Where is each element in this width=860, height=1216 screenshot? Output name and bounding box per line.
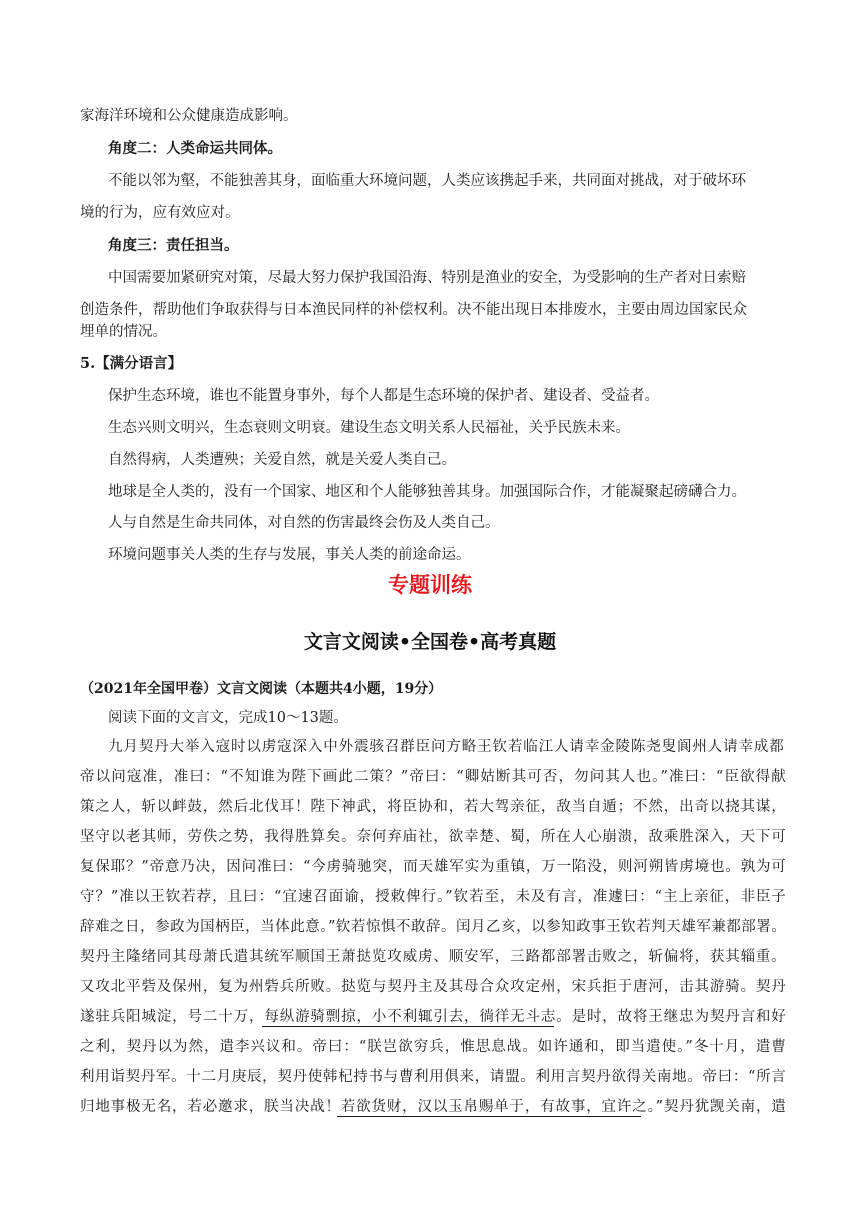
passage-line: 利用诣契丹军。十二月庚辰，契丹使韩杞持书与曹利用俱来，请盟。利用言契丹欲得关南地。帝曰：“所言 <box>80 1069 786 1085</box>
angle-two-heading: 角度二：人类命运共同体。 <box>108 140 282 157</box>
passage-line: 帝以问寇准，准曰：“不知谁为陛下画此二策？”帝曰：“卿姑断其可否，勿问其人也。”准曰：“臣欲得献 <box>80 769 786 785</box>
paragraph-line: 不能以邻为壑，不能独善其身，面临重大环境问题，人类应该携起手来，共同面对挑战，对于破坏环 <box>108 173 746 189</box>
section-heading: 5.【满分语言】 <box>80 355 183 372</box>
paragraph-line: 埋单的情况。 <box>80 324 167 340</box>
underline-mark <box>262 1026 554 1027</box>
passage-line: 又攻北平砦及保州，复为州砦兵所败。挞览与契丹主及其母合众攻定州，宋兵拒于唐河，击其游骑。契丹 <box>80 979 786 995</box>
section-subtitle: 文言文阅读•全国卷•高考真题 <box>303 631 557 653</box>
special-training-title: 专题训练 <box>388 572 472 597</box>
exam-instruction: 阅读下面的文言文，完成10～13题。 <box>108 710 348 726</box>
passage-line: 辞难之日，参政为国柄臣，当体此意。”钦若惊惧不敢辞。闰月乙亥，以参知政事王钦若判天雄军兼都部署。 <box>80 919 786 935</box>
paragraph-line: 家海洋环境和公众健康造成影响。 <box>80 108 298 124</box>
passage-line-underlined: 遂驻兵阳城淀，号二十万，每纵游骑剽掠，小不利辄引去，徜徉无斗志。是时，故将王继忠为契丹言和好 <box>80 1009 786 1025</box>
paragraph-line: 中国需要加紧研究对策，尽最大努力保护我国沿海、特别是渔业的安全，为受影响的生产者对日索赔 <box>108 270 746 286</box>
list-item: 生态兴则文明兴，生态衰则文明衰。建设生态文明关系人民福祉，关乎民族未来。 <box>108 420 630 436</box>
list-item: 地球是全人类的，没有一个国家、地区和个人能够独善其身。加强国际合作，才能凝聚起磅礴合力。 <box>108 484 746 500</box>
list-item: 环境问题事关人类的生存与发展，事关人类的前途命运。 <box>108 547 471 563</box>
passage-line: 之利，契丹以为然，遣李兴议和。帝曰：“朕岂欲穷兵，惟思息战。如许通和，即当遣使。”冬十月，遣曹 <box>80 1039 786 1055</box>
passage-line-underlined: 归地事极无名，若必邀求，朕当决战！若欲货财，汉以玉帛赐单于，有故事，宜许之。”契丹犹觊关南，遣 <box>80 1099 786 1115</box>
paragraph-line: 境的行为，应有效应对。 <box>80 205 240 221</box>
list-item: 自然得病，人类遭殃；关爱自然，就是关爱人类自己。 <box>108 452 456 468</box>
underline-mark <box>337 1116 641 1117</box>
passage-line: 复保耶？”帝意乃决，因问准曰：“今虏骑驰突，而天雄军实为重镇，万一陷没，则河朔皆虏境也。孰为可 <box>80 859 786 875</box>
exam-source: （2021年全国甲卷）文言文阅读（本题共4小题，19分） <box>80 681 443 697</box>
paragraph-line: 创造条件，帮助他们争取获得与日本渔民同样的补偿权利。决不能出现日本排废水，主要由周边国家民众 <box>80 302 747 318</box>
list-item: 人与自然是生命共同体，对自然的伤害最终会伤及人类自己。 <box>108 515 500 531</box>
list-item: 保护生态环境，谁也不能置身事外，每个人都是生态环境的保护者、建设者、受益者。 <box>108 388 659 404</box>
angle-three-heading: 角度三：责任担当。 <box>108 237 239 254</box>
passage-line: 九月契丹大举入寇时以虏寇深入中外震骇召群臣问方略王钦若临江人请幸金陵陈尧叟阆州人请幸成都 <box>108 739 784 755</box>
passage-line: 坚守以老其师，劳佚之势，我得胜算矣。奈何弃庙社，欲幸楚、蜀，所在人心崩溃，敌乘胜深入，天下可 <box>80 829 786 845</box>
passage-line: 契丹主隆绪同其母萧氏遣其统军顺国王萧挞览攻威虏、顺安军，三路都部署击败之，斩偏将，获其辎重。 <box>80 949 786 965</box>
passage-line: 守？”准以王钦若荐，且曰：“宜速召面谕，授敕俾行。”钦若至，未及有言，准遽曰：“主上亲征，非臣子 <box>80 889 786 905</box>
passage-line: 策之人，斩以衅鼓，然后北伐耳！陛下神武，将臣协和，若大驾亲征，敌当自遁；不然，出奇以挠其谋， <box>80 799 786 815</box>
